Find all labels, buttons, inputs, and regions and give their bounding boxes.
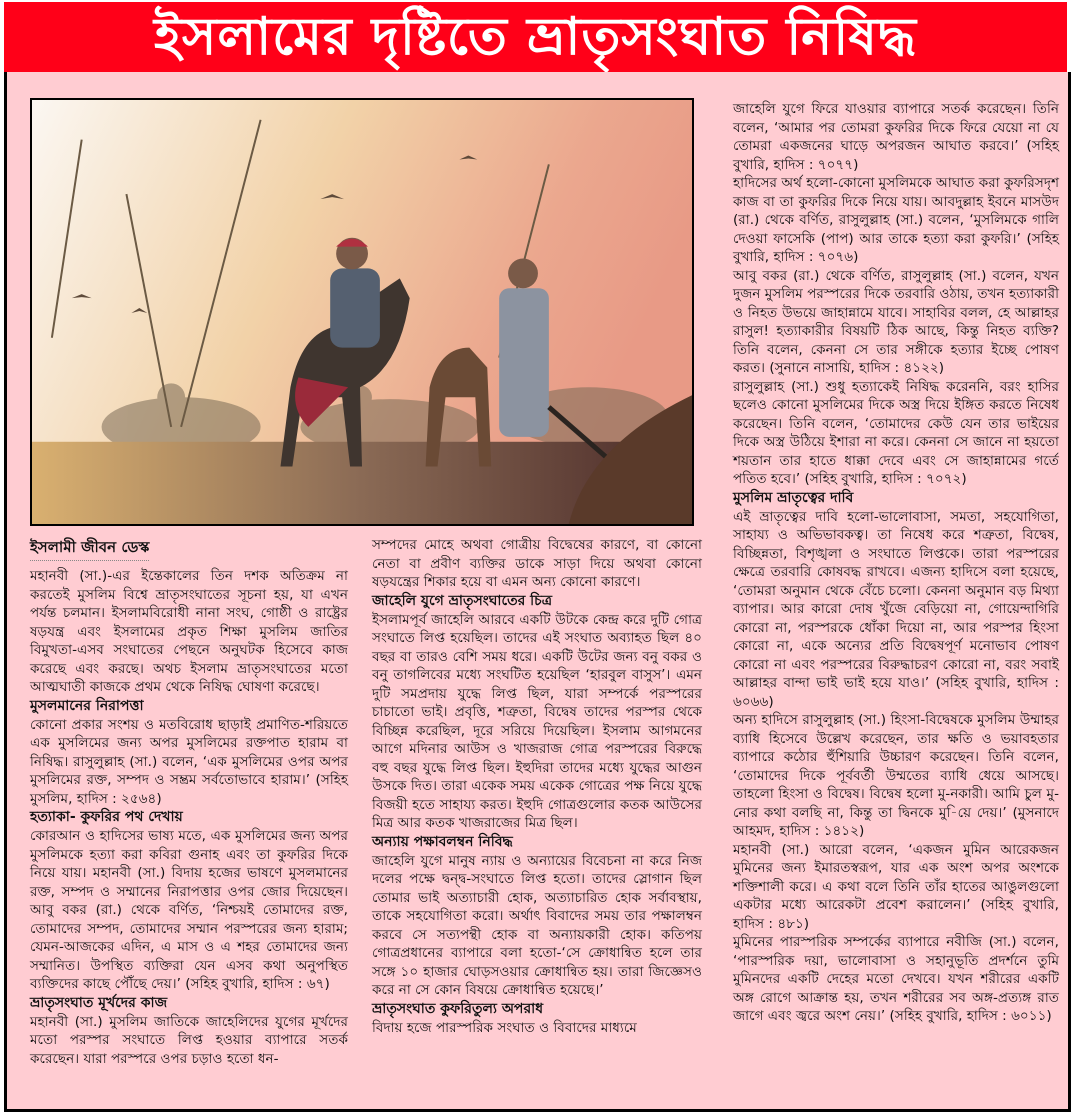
subheading: ভ্রাতৃসংঘাত কুফরিতুল্য অপরাধ — [372, 1000, 544, 1017]
paragraph: এই ভ্রাতৃত্বের দাবি হলো-ভালোবাসা, সমতা, সহযোগিতা, সাহায্য ও অভিভাবকত্ব। তা নিষেধ করে শত্রুতা, বিদ্বেষ, বিচ্ছিন্নতা, বিশৃঙ্খলা ও সংঘাতে লিপ্তকে। তারা পরস্পরের ক্ষেত্রে তরবারি কোষবদ্ধ রাখবে। এজন্য হাদিসে বলা হয়েছে, ‘তোমরা অনুমান থেকে বেঁচে চলো। কেননা অনুমান বড় মিথ্যা ব্যাপার। আর কারো দোষ খুঁজে বেড়িয়ো না, গোয়েন্দাগিরি কোরো না, পরস্পরকে ধোঁকা দিয়ো না, আর পরস্পর হিংসা কোরো না, একে অন্যের প্রতি বিদ্বেষপূর্ণ মনোভাব পোষণ কোরো না এবং পরস্পরের বিরুদ্ধাচরণ কোরো না, বরং সবাই আল্লাহর বান্দা ভাই ভাই হয়ে যাও।’ (সহিহ বুখারি, হাদিস : ৬০৬৬) — [733, 508, 1059, 710]
byline: ইসলামী জীবন ডেস্ক — [30, 536, 149, 561]
subheading: মুসলমানের নিরাপত্তা — [30, 697, 144, 714]
column-right — [733, 100, 1059, 1026]
subheading: অন্যায় পক্ষাবলম্বন নিবিদ্ধ — [372, 833, 513, 850]
subheading: জাহেলি যুগে ভ্রাতৃসংঘাতের চিত্র — [372, 592, 552, 609]
article-photo — [30, 98, 694, 526]
paragraph: মহানবী (সা.)-এর ইন্তেকালের তিন দশক অতিক্রম না করতেই মুসলিম বিশ্বে ভ্রাতৃসংঘাতের সূচনা হয়, যা এখন পর্যন্ত চলমান। ইসলামবিরোধী নানা সংঘ, গোষ্ঠী ও রাষ্ট্রের ষড়যন্ত্র এবং ইসলামের প্রকৃত শিক্ষা মুসলিম জাতির বিমুখতা-এসব সংঘাতের পেছনে অনুঘটক হিসেবে কাজ করেছে এবং করছে। অথচ ইসলাম ভ্রাতৃসংঘাতের মতো আত্মঘাতী কাজকে প্রথম থেকে নিষিদ্ধ ঘোষণা করেছে। — [30, 568, 348, 695]
subheading: ভ্রাতৃসংঘাত মূর্খদের কাজ — [30, 994, 168, 1011]
paragraph: জাহেলি যুগে ফিরে যাওয়ার ব্যাপারে সতর্ক করেছেন। তিনি বলেন, ‘আমার পর তোমরা কুফরির দিকে ফিরে যেয়ো না যে তোমরা একজনের ঘাড়ে অপরজন আঘাত করবে।’ (সহিহ বুখারি, হাদিস : ৭০৭৭) — [733, 101, 1059, 173]
paragraph: মুমিনের পারস্পরিক সম্পর্কের ব্যাপারে নবীজি (সা.) বলেন, ‘পারস্পরিক দয়া, ভালোবাসা ও সহানুভূতি প্রদর্শনে তুমি মুমিনদের একটি দেহের মতো দেখবে। যখন শরীরের একটি অঙ্গ রোগে আক্রান্ত হয়, তখন শরীরের সব অঙ্গ-প্রত্যঙ্গ রাত জাগে এবং জ্বরে অংশ নেয়।’ (সহিহ বুখারি, হাদিস : ৬০১১) — [733, 934, 1059, 1024]
subheading: হত্যাকা- কুফরির পথ দেখায় — [30, 809, 183, 825]
paragraph: রাসুলুল্লাহ (সা.) শুধু হত্যাকেই নিষিদ্ধ করেননি, বরং হাসির ছলেও কোনো মুসলিমের দিকে অস্ত্র দিয়ে ইঙ্গিত করতে নিষেধ করেছেন। তিনি বলেন, ‘তোমাদের কেউ যেন তার ভাইয়ের দিকে অস্ত্র উঠিয়ে ইশারা না করে। কেননা সে জানে না হয়তো শয়তান তার হাতে ধাক্কা দেবে এবং সে জাহান্নামের গর্তে পতিত হবে।’ (সহিহ বুখারি, হাদিস : ৭০৭২) — [733, 378, 1059, 487]
paragraph: বিদায় হজে পারস্পরিক সংঘাত ও বিবাদের মাধ্যমে — [372, 1019, 637, 1036]
paragraph: ইসলামপূর্ব জাহেলি আরবে একটি উটকে কেন্দ্র করে দুটি গোত্র সংঘাতে লিপ্ত হয়েছিল। তাদের এই সংঘাত অব্যাহত ছিল ৪০ বছর বা তারও বেশি সময় ধরে। একটি উটের জন্য বনু বকর ও বনু তাগলিবের মধ্যে সংঘটিত হয়েছিল ‘হারবুল বাসুস’। এমন দুটি সমপ্রদায় যুদ্ধে লিপ্ত ছিল, যারা সম্পর্কে পরস্পরের চাচাতো ভাই। প্রবৃত্তি, শত্রুতা, বিদ্বেষ তাদের পরস্পর থেকে বিচ্ছিন্ন করেছিল, দূরে সরিয়ে দিয়েছিল। ইসলাম আগমনের আগে মদিনার আউস ও খাজরাজ গোত্র পরস্পরের বিরুদ্ধে বহু বছর যুদ্ধে লিপ্ত ছিল। ইহুদিরা তাদের মধ্যে যুদ্ধের আগুন উসকে দিত। তারা একেক সময় একেক গোত্রের পক্ষ নিয়ে যুদ্ধে বিজয়ী হতে সাহায্য করত। ইহুদি গোত্রগুলোর কতক আউসের মিত্র আর কতক খাজরাজের মিত্র ছিল। — [372, 611, 702, 831]
paragraph: অন্য হাদিসে রাসুলুল্লাহ (সা.) হিংসা-বিদ্বেষকে মুসলিম উম্মাহর ব্যাধি হিসেবে উল্লেখ করেছেন, তার ক্ষতি ও ভয়াবহতার ব্যাপারে কঠোর হুঁশিয়ারি উচ্চারণ করেছেন। তিনি বলেন, ‘তোমাদের দিকে পূর্ববর্তী উম্মতের ব্যাধি ধেয়ে আসছে। তাহলো হিংসা ও বিদ্বেষ। বিদ্বেষ হলো মু-নকারী। আমি চুল মু-নোর কথা বলছি না, কিন্তু তা দ্বিনকে মু-িয়ে দেয়।’ (মুসনাদে আহমদ, হাদিস : ১৪১২) — [733, 712, 1059, 839]
column-middle — [372, 536, 702, 1037]
paragraph: হাদিসের অর্থ হলো-কোনো মুসলিমকে আঘাত করা কুফরিসদৃশ কাজ বা তা কুফরির দিকে নিয়ে যায়। আবদুল্লাহ ইবনে মাসউদ (রা.) থেকে বর্ণিত, রাসুলুল্লাহ (সা.) বলেন, ‘মুসলিমকে গালি দেওয়া ফাসেকি (পাপ) আর তাকে হত্যা করা কুফরি।’ (সহিহ বুখারি, হাদিস : ৭০৭৬) — [733, 175, 1059, 265]
paragraph: মহানবী (সা.) আরো বলেন, ‘একজন মুমিন আরেকজন মুমিনের জন্য ইমারতস্বরূপ, যার এক অংশ অপর অংশকে শক্তিশালী করে। এ কথা বলে তিনি তাঁর হাতের আঙুলগুলো একটার মধ্যে আরেকটা প্রবেশ করালেন।’ (সহিহ বুখারি, হাদিস : ৪৮১) — [733, 841, 1059, 932]
horsemen-illustration — [32, 100, 692, 524]
paragraph: জাহেলি যুগে মানুষ ন্যায় ও অন্যায়ের বিবেচনা না করে নিজ দলের পক্ষে দ্বন্দ্ব-সংঘাতে লিপ্ত হতো। তাদের স্লোগান ছিল তোমার ভাই অত্যাচারী হোক, অত্যাচারিত হোক সর্বাবস্থায়, তাকে সহযোগিতা করো। অর্থাৎ বিবাদের সময় তার পক্ষালম্বন করবে সে সত্যপন্থী হোক বা অন্যায়কারী হোক। কতিপয় গোত্রপ্রধানের ব্যাপারে বলা হতো-‘সে ক্রোধান্বিত হলে তার সঙ্গে ১০ হাজার ঘোড়সওয়ার ক্রোধান্বিত হয়। তারা জিজ্ঞেসও করে না সে কোন বিষয়ে ক্রোধান্বিত হয়েছে।’ — [372, 852, 702, 998]
paragraph: মহানবী (সা.) মুসলিম জাতিকে জাহেলিদের যুগের মূর্খদের মতো পরস্পর সংঘাতে লিপ্ত হওয়ার ব্যাপারে সতর্ক করেছেন। যারা পরস্পরে ওপর চড়াও হতো ধন- — [30, 1013, 348, 1067]
subheading: মুসলিম ভ্রাতৃত্বের দাবি — [733, 489, 854, 506]
headline-banner — [4, 2, 1067, 72]
paragraph: কোরআন ও হাদিসের ভাষ্য মতে, এক মুসলিমের জন্য অপর মুসলিমকে হত্যা করা কবিরা গুনাহ এবং তা কুফরির দিকে নিয়ে যায়। মহানবী (সা.) বিদায় হজের ভাষণে মুসলমানের রক্ত, সম্পদ ও সম্মানের নিরাপত্তার ওপর জোর দিয়েছেন। আবু বকর (রা.) থেকে বর্ণিত, ‘নিশ্চয়ই তোমাদের রক্ত, তোমাদের সম্পদ, তোমাদের সম্মান পরস্পরের জন্য হারাম; যেমন-আজকের এদিন, এ মাস ও এ শহর তোমাদের জন্য সম্মানিত। উপস্থিত ব্যক্তিরা যেন এসব কথা অনুপস্থিত ব্যক্তিদের কাছে পৌঁছে দেয়।’ (সহিহ বুখারি, হাদিস : ৬৭) — [30, 828, 348, 992]
paragraph: সম্পদের মোহে অথবা গোত্রীয় বিদ্বেষের কারণে, বা কোনো নেতা বা প্রবীণ ব্যক্তির ডাকে সাড়া দিয়ে অথবা কোনো ষড়যন্ত্রের শিকার হয়ে বা এমন অন্য কোনো কারণে। — [372, 537, 702, 590]
headline-title: ইসলামের দৃষ্টিতে ভ্রাতৃসংঘাত নিষিদ্ধ — [153, 7, 918, 67]
column-left — [30, 536, 348, 1068]
paragraph: কোনো প্রকার সংশয় ও মতবিরোধ ছাড়াই প্রমাণিত-শরিয়তে এক মুসলিমের জন্য অপর মুসলিমের রক্তপাত হারাম বা নিষিদ্ধ। রাসুলুল্লাহ (সা.) বলেন, ‘এক মুসলিমের ওপর অপর মুসলিমের রক্ত, সম্পদ ও সম্ভ্রম সর্বতোভাবে হারাম।’ (সহিহ মুসলিম, হাদিস : ২৫৬৪) — [30, 716, 348, 807]
paragraph: আবু বকর (রা.) থেকে বর্ণিত, রাসুলুল্লাহ (সা.) বলেন, যখন দুজন মুসলিম পরস্পরের দিকে তরবারি ওঠায়, তখন হত্যাকারী ও নিহত উভয়ে জাহান্নামে যাবে। সাহাবির বলল, হে আল্লাহর রাসুল! হত্যাকারীর বিষয়টি ঠিক আছে, কিন্তু নিহত ব্যক্তি? তিনি বলেন, কেননা সে তার সঙ্গীকে হত্যার ইচ্ছে পোষণ করত। (সুনানে নাসায়ি, হাদিস : ৪১২২) — [733, 267, 1059, 376]
